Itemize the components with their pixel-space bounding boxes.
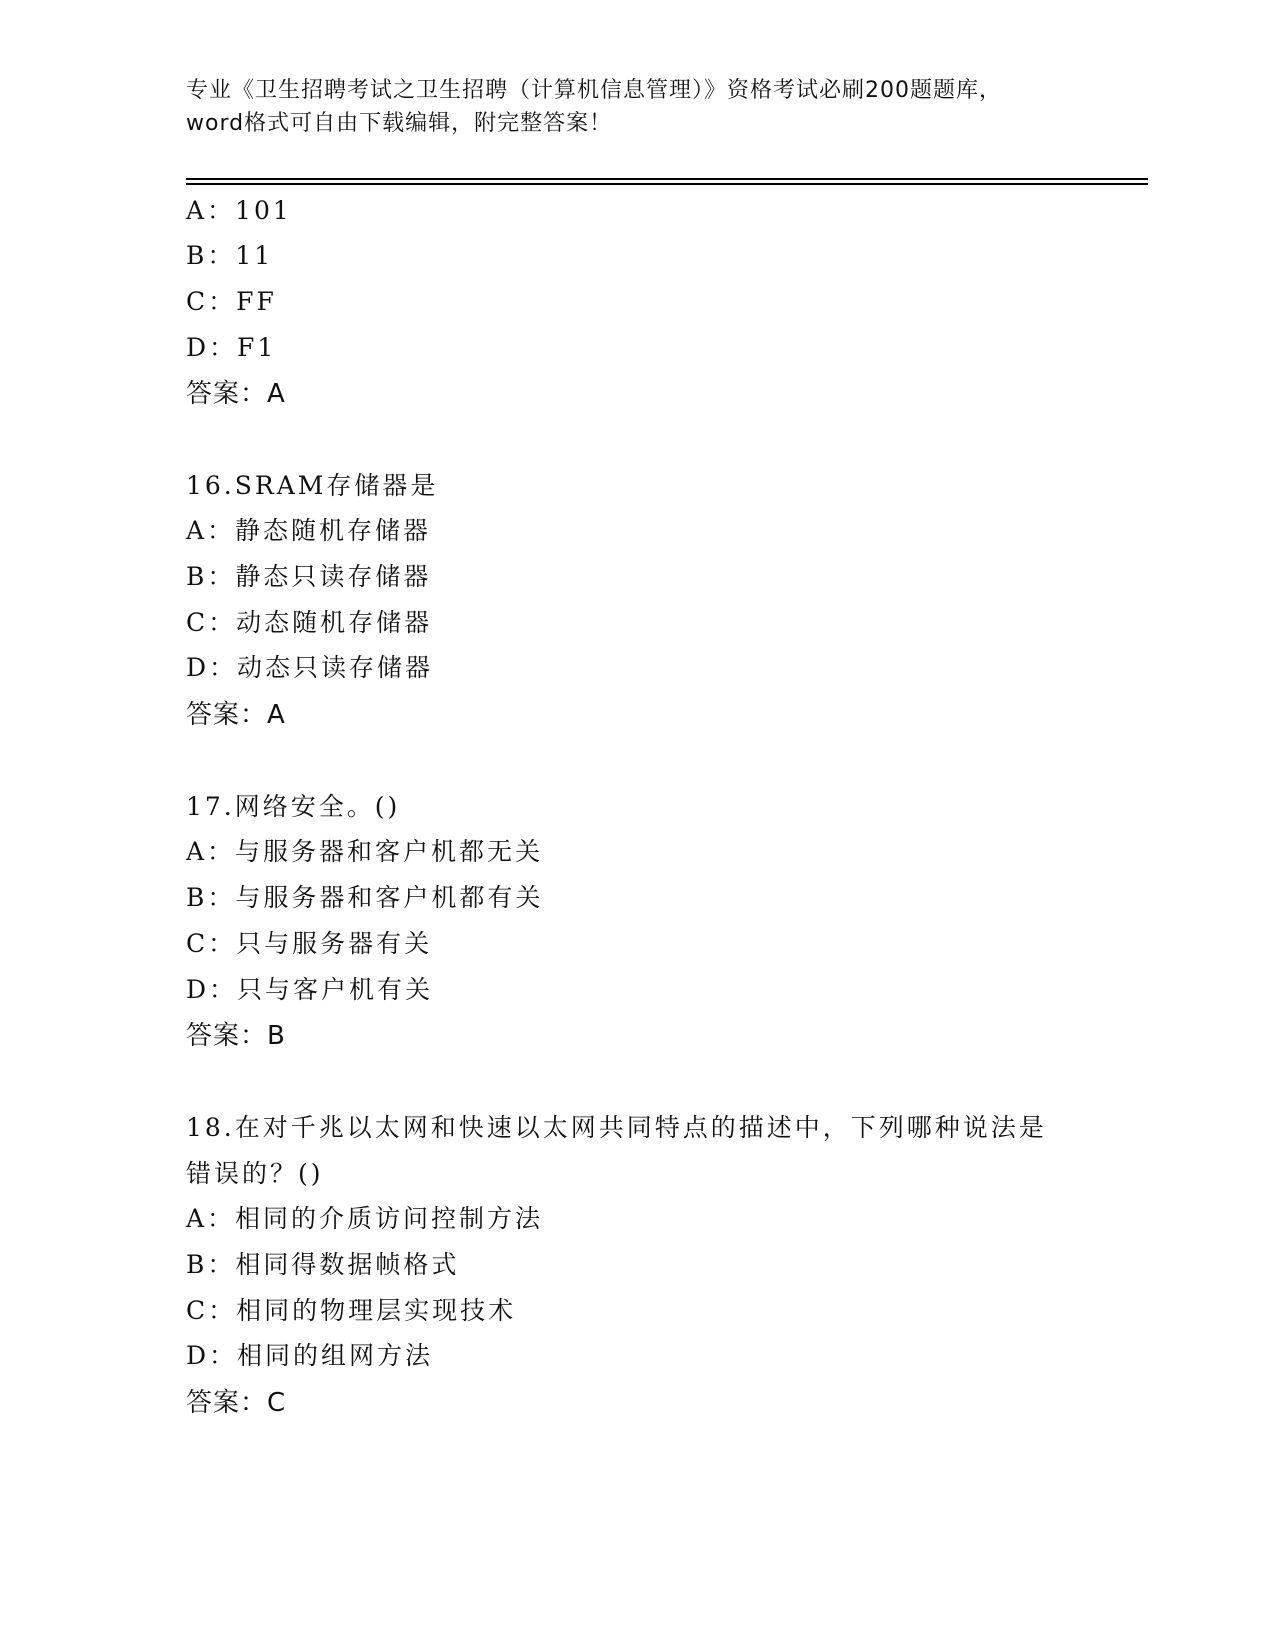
q15-option-a: A：101: [186, 196, 292, 225]
document-header: [186, 74, 1086, 140]
q18-question-line-2: 错误的？(): [186, 1159, 324, 1188]
q16-answer: 答案：A: [186, 700, 286, 730]
q15-answer: 答案：A: [186, 379, 286, 409]
q16-option-c: C：动态随机存储器: [186, 608, 433, 637]
q15-option-b: B：11: [186, 241, 274, 270]
q18-option-d: D：相同的组网方法: [186, 1341, 434, 1370]
q15-option-c: C：FF: [186, 287, 277, 316]
header-line-2: word格式可自由下载编辑，附完整答案！: [186, 111, 613, 136]
q17-option-d: D：只与客户机有关: [186, 975, 434, 1004]
header-divider-bottom: [186, 183, 1148, 185]
q18-option-b: B：相同得数据帧格式: [186, 1250, 460, 1279]
q16-option-b: B：静态只读存储器: [186, 562, 432, 591]
q17-option-b: B：与服务器和客户机都有关: [186, 883, 544, 912]
q17-option-c: C：只与服务器有关: [186, 929, 433, 958]
q18-answer: 答案：C: [186, 1388, 287, 1418]
header-divider-top: [186, 178, 1148, 180]
header-line-1: 专业《卫生招聘考试之卫生招聘（计算机信息管理）》资格考试必刷200题题库，: [186, 78, 1002, 103]
q17-option-a: A：与服务器和客户机都无关: [186, 837, 544, 866]
q17-question: 17.网络安全。(): [186, 792, 401, 821]
q16-option-d: D：动态只读存储器: [186, 653, 434, 682]
q17-answer: 答案：B: [186, 1021, 286, 1051]
q18-option-c: C：相同的物理层实现技术: [186, 1296, 517, 1325]
q16-option-a: A：静态随机存储器: [186, 516, 432, 545]
q16-question: 16.SRAM存储器是: [186, 471, 439, 500]
q15-option-d: D：F1: [186, 333, 277, 362]
q18-question-line-1: 18.在对千兆以太网和快速以太网共同特点的描述中，下列哪种说法是: [186, 1113, 1047, 1142]
q18-option-a: A：相同的介质访问控制方法: [186, 1204, 544, 1233]
